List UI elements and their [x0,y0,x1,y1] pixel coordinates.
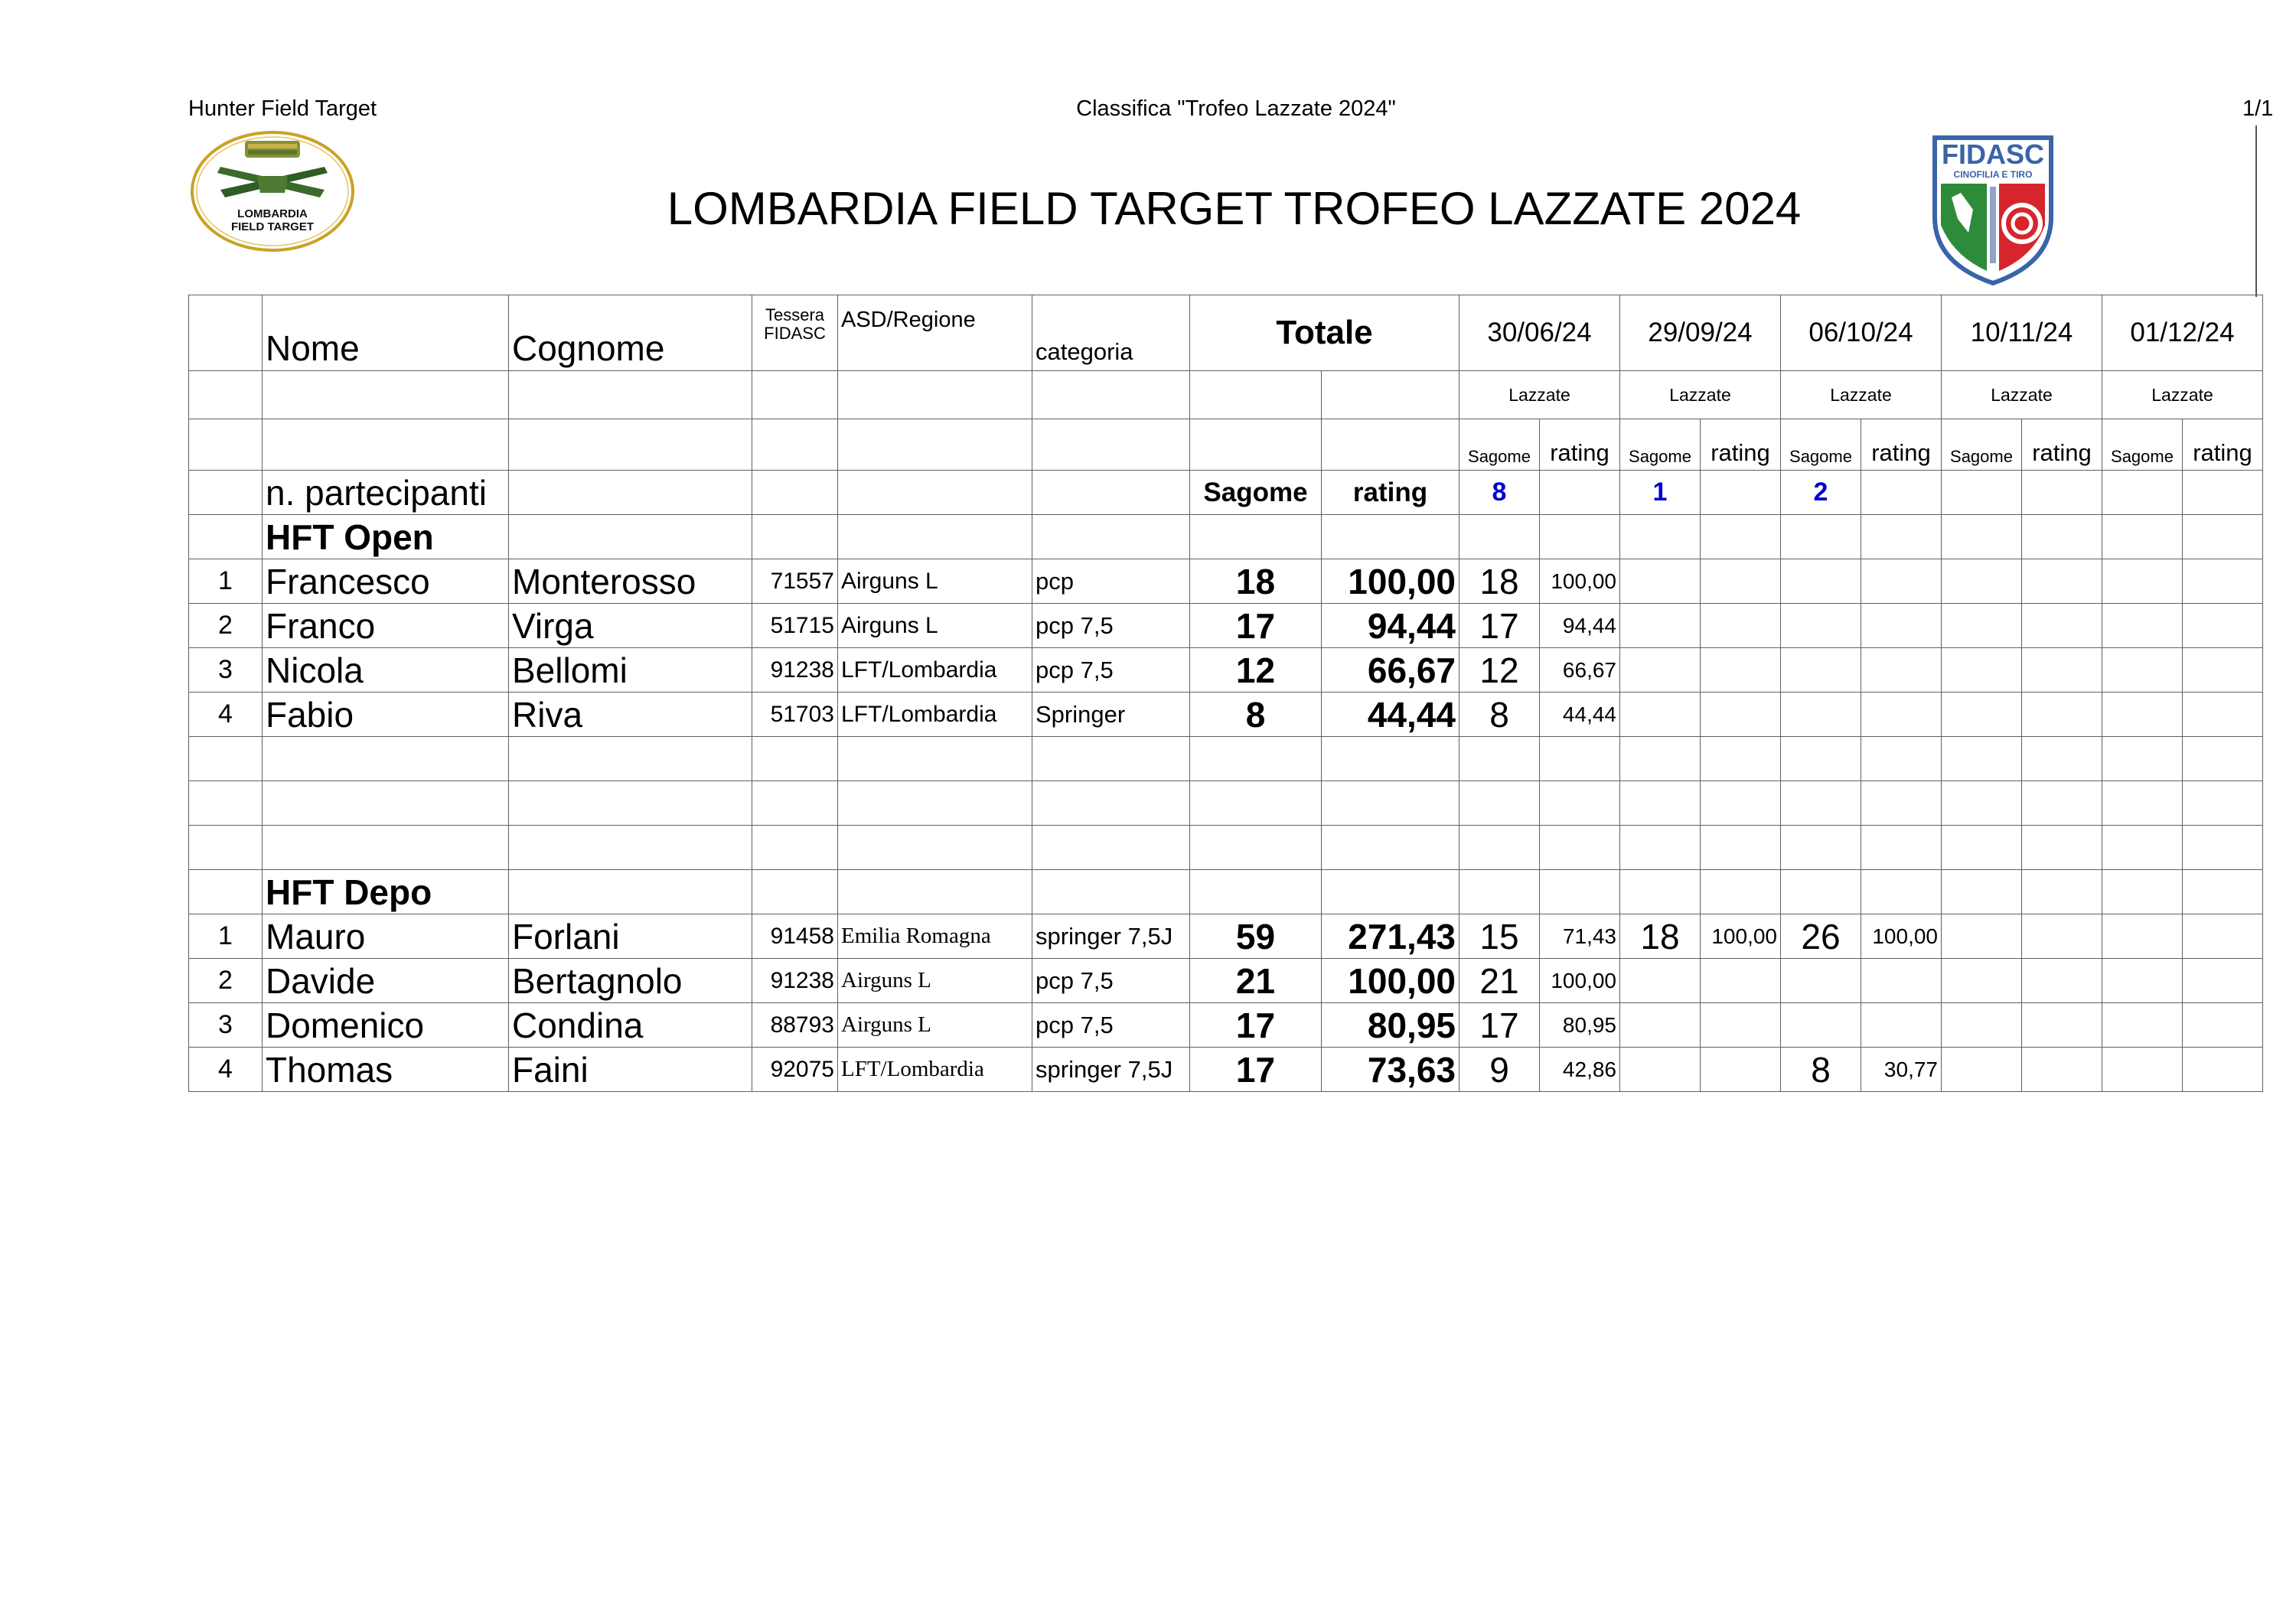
section-title-depo: HFT Depo [263,870,509,914]
row-categoria: springer 7,5J [1032,1048,1190,1092]
row-total-rating: 94,44 [1322,604,1459,648]
row-cognome: Faini [509,1048,752,1092]
row-categoria: Springer [1032,693,1190,737]
logo-lft-line2: FIELD TARGET [230,220,315,233]
col-header-cognome: Cognome [509,295,752,371]
row-event-sagome [1942,604,2022,648]
row-event-sagome [1942,1003,2022,1048]
row-asd: Airguns L [838,1003,1032,1048]
row-event-rating [1701,559,1781,604]
row-asd: LFT/Lombardia [838,648,1032,693]
row-cognome: Riva [509,693,752,737]
row-event-sagome [1620,693,1701,737]
row-nome: Nicola [263,648,509,693]
table-row [189,1003,2263,1048]
row-nome: Francesco [263,559,509,604]
table-row [189,559,2263,604]
row-event-rating [1701,693,1781,737]
row-event-sagome [1942,693,2022,737]
row-event-rating: 30,77 [1861,1048,1942,1092]
tessera-line2: FIDASC [764,324,826,343]
event-rating-label-3: rating [1861,419,1942,471]
row-cognome: Monterosso [509,559,752,604]
row-total-sagome: 17 [1190,604,1322,648]
row-position: 1 [189,914,263,959]
row-event-sagome [2102,693,2183,737]
row-event-rating [2022,1048,2102,1092]
totale-sagome-label: Sagome [1190,471,1322,515]
row-event-rating [2183,959,2263,1003]
row-event-sagome: 18 [1620,914,1701,959]
row-position: 2 [189,959,263,1003]
row-nome: Mauro [263,914,509,959]
row-total-rating: 271,43 [1322,914,1459,959]
row-event-rating: 80,95 [1540,1003,1620,1048]
row-event-sagome [1942,959,2022,1003]
row-event-rating: 100,00 [1540,959,1620,1003]
row-event-rating [1701,648,1781,693]
row-cognome: Condina [509,1003,752,1048]
row-asd: LFT/Lombardia [838,693,1032,737]
row-event-rating [2022,959,2102,1003]
place-row [189,371,2263,419]
row-event-rating [2022,604,2102,648]
page-title: LOMBARDIA FIELD TARGET TROFEO LAZZATE 2024 [667,183,1802,234]
standings-table [188,295,2263,1092]
event-place-1: Lazzate [1459,371,1620,419]
event-date-5: 01/12/24 [2102,295,2263,371]
row-asd: Airguns L [838,559,1032,604]
logo-lft-line1: LOMBARDIA [237,207,308,220]
row-event-sagome [1620,1048,1701,1092]
col-header-categoria: categoria [1032,295,1190,371]
section-row [189,870,2263,914]
col-header-totale: Totale [1190,295,1459,371]
row-event-rating: 100,00 [1861,914,1942,959]
row-event-rating: 44,44 [1540,693,1620,737]
row-tessera: 88793 [752,1003,838,1048]
row-nome: Domenico [263,1003,509,1048]
row-event-rating [2022,914,2102,959]
row-event-rating [2183,693,2263,737]
row-event-rating [1861,559,1942,604]
header-row [189,295,2263,371]
row-event-sagome: 21 [1459,959,1540,1003]
row-event-sagome [2102,559,2183,604]
row-cognome: Bellomi [509,648,752,693]
table-row [189,914,2263,959]
row-tessera: 91238 [752,959,838,1003]
row-event-rating [1861,959,1942,1003]
event-place-5: Lazzate [2102,371,2263,419]
row-event-sagome [1781,559,1861,604]
row-event-rating [1701,1048,1781,1092]
row-event-rating [1861,648,1942,693]
row-tessera: 91238 [752,648,838,693]
row-position: 3 [189,1003,263,1048]
row-event-rating [2183,648,2263,693]
row-categoria: pcp 7,5 [1032,1003,1190,1048]
row-event-sagome [1781,1003,1861,1048]
participants-row [189,471,2263,515]
row-event-rating [1701,604,1781,648]
row-event-sagome [1781,604,1861,648]
col-header-tessera [752,295,838,371]
row-position: 3 [189,648,263,693]
col-header-asd: ASD/Regione [838,295,1032,371]
table-row [189,959,2263,1003]
row-total-sagome: 18 [1190,559,1322,604]
row-position: 1 [189,559,263,604]
row-tessera: 71557 [752,559,838,604]
empty-row [189,737,2263,781]
row-event-rating [1861,1003,1942,1048]
row-event-sagome [1620,559,1701,604]
event-place-4: Lazzate [1942,371,2102,419]
row-cognome: Forlani [509,914,752,959]
event-rating-label-5: rating [2183,419,2263,471]
row-event-sagome: 15 [1459,914,1540,959]
row-total-sagome: 59 [1190,914,1322,959]
event-sagome-label-5: Sagome [2102,419,2183,471]
row-total-rating: 66,67 [1322,648,1459,693]
row-total-rating: 44,44 [1322,693,1459,737]
depo-rows [189,914,2263,1092]
row-event-sagome [1942,559,2022,604]
row-total-rating: 100,00 [1322,959,1459,1003]
event-date-1: 30/06/24 [1459,295,1620,371]
logo-fidasc-line1: FIDASC [1942,139,2044,170]
section-row [189,515,2263,559]
row-event-rating [2022,1003,2102,1048]
row-event-sagome [1942,1048,2022,1092]
row-categoria: pcp 7,5 [1032,604,1190,648]
row-nome: Davide [263,959,509,1003]
row-event-sagome: 9 [1459,1048,1540,1092]
event-date-3: 06/10/24 [1781,295,1942,371]
row-event-rating: 100,00 [1540,559,1620,604]
totale-rating-label: rating [1322,471,1459,515]
row-event-sagome: 8 [1781,1048,1861,1092]
row-tessera: 91458 [752,914,838,959]
row-cognome: Virga [509,604,752,648]
row-event-sagome: 17 [1459,604,1540,648]
empty-row [189,781,2263,826]
tessera-line1: Tessera [765,305,825,324]
row-event-rating: 71,43 [1540,914,1620,959]
row-total-rating: 100,00 [1322,559,1459,604]
row-event-rating [2183,1048,2263,1092]
row-event-rating [2183,559,2263,604]
event-place-2: Lazzate [1620,371,1781,419]
row-event-rating [1701,1003,1781,1048]
row-total-rating: 80,95 [1322,1003,1459,1048]
row-event-sagome: 8 [1459,693,1540,737]
row-position: 2 [189,604,263,648]
event-participants-2: 1 [1620,471,1701,515]
row-total-sagome: 8 [1190,693,1322,737]
page-number: 1/1 [2242,96,2274,121]
row-total-sagome: 12 [1190,648,1322,693]
row-total-rating: 73,63 [1322,1048,1459,1092]
event-sagome-label-2: Sagome [1620,419,1701,471]
row-event-rating [2022,559,2102,604]
row-tessera: 51715 [752,604,838,648]
row-event-rating [1861,604,1942,648]
event-participants-4 [1942,471,2022,515]
header-left: Hunter Field Target [188,96,377,121]
empty-row [189,826,2263,870]
row-event-rating [2022,648,2102,693]
row-event-sagome [1942,914,2022,959]
header-center: Classifica "Trofeo Lazzate 2024" [1076,96,1396,121]
row-event-sagome: 26 [1781,914,1861,959]
row-event-rating: 42,86 [1540,1048,1620,1092]
row-categoria: pcp 7,5 [1032,959,1190,1003]
row-event-rating [2022,693,2102,737]
table-row [189,604,2263,648]
row-event-rating [2183,914,2263,959]
row-event-sagome [2102,1048,2183,1092]
pos-header-cell [189,295,263,371]
row-event-sagome [1781,693,1861,737]
logo-fidasc-line2: CINOFILIA E TIRO [1953,169,2033,180]
row-event-sagome [1620,959,1701,1003]
row-event-sagome: 18 [1459,559,1540,604]
table-row [189,693,2263,737]
row-nome: Franco [263,604,509,648]
event-participants-1: 8 [1459,471,1540,515]
row-asd: LFT/Lombardia [838,1048,1032,1092]
row-event-sagome [2102,914,2183,959]
row-event-sagome [1942,648,2022,693]
event-date-4: 10/11/24 [1942,295,2102,371]
table-row [189,648,2263,693]
row-event-sagome: 12 [1459,648,1540,693]
fidasc-logo [1930,133,2056,286]
event-place-3: Lazzate [1781,371,1942,419]
section-title-open: HFT Open [263,515,509,559]
event-participants-5 [2102,471,2183,515]
row-position: 4 [189,1048,263,1092]
row-categoria: pcp [1032,559,1190,604]
subheader-row [189,419,2263,471]
row-event-rating [2183,1003,2263,1048]
participants-label: n. partecipanti [263,471,509,515]
row-event-sagome [1781,648,1861,693]
row-total-sagome: 17 [1190,1003,1322,1048]
table-row [189,1048,2263,1092]
event-date-2: 29/09/24 [1620,295,1781,371]
row-nome: Thomas [263,1048,509,1092]
row-total-sagome: 21 [1190,959,1322,1003]
row-event-sagome [2102,959,2183,1003]
row-event-rating [1701,959,1781,1003]
row-asd: Emilia Romagna [838,914,1032,959]
row-cognome: Bertagnolo [509,959,752,1003]
event-rating-label-4: rating [2022,419,2102,471]
row-event-rating: 94,44 [1540,604,1620,648]
row-categoria: springer 7,5J [1032,914,1190,959]
row-event-sagome [1620,648,1701,693]
row-event-sagome [2102,1003,2183,1048]
row-event-sagome [1620,604,1701,648]
row-event-sagome [2102,604,2183,648]
event-sagome-label-3: Sagome [1781,419,1861,471]
row-event-rating [2183,604,2263,648]
row-tessera: 51703 [752,693,838,737]
row-event-sagome [2102,648,2183,693]
row-event-rating [1861,693,1942,737]
row-asd: Airguns L [838,604,1032,648]
row-nome: Fabio [263,693,509,737]
event-sagome-label-1: Sagome [1459,419,1540,471]
open-rows [189,559,2263,737]
col-header-nome: Nome [263,295,509,371]
event-sagome-label-4: Sagome [1942,419,2022,471]
row-categoria: pcp 7,5 [1032,648,1190,693]
row-asd: Airguns L [838,959,1032,1003]
event-participants-3: 2 [1781,471,1861,515]
row-event-sagome [1781,959,1861,1003]
row-event-sagome [1620,1003,1701,1048]
row-event-rating: 100,00 [1701,914,1781,959]
row-tessera: 92075 [752,1048,838,1092]
event-rating-label-2: rating [1701,419,1781,471]
row-event-rating: 66,67 [1540,648,1620,693]
row-position: 4 [189,693,263,737]
event-rating-label-1: rating [1540,419,1620,471]
row-event-sagome: 17 [1459,1003,1540,1048]
row-total-sagome: 17 [1190,1048,1322,1092]
